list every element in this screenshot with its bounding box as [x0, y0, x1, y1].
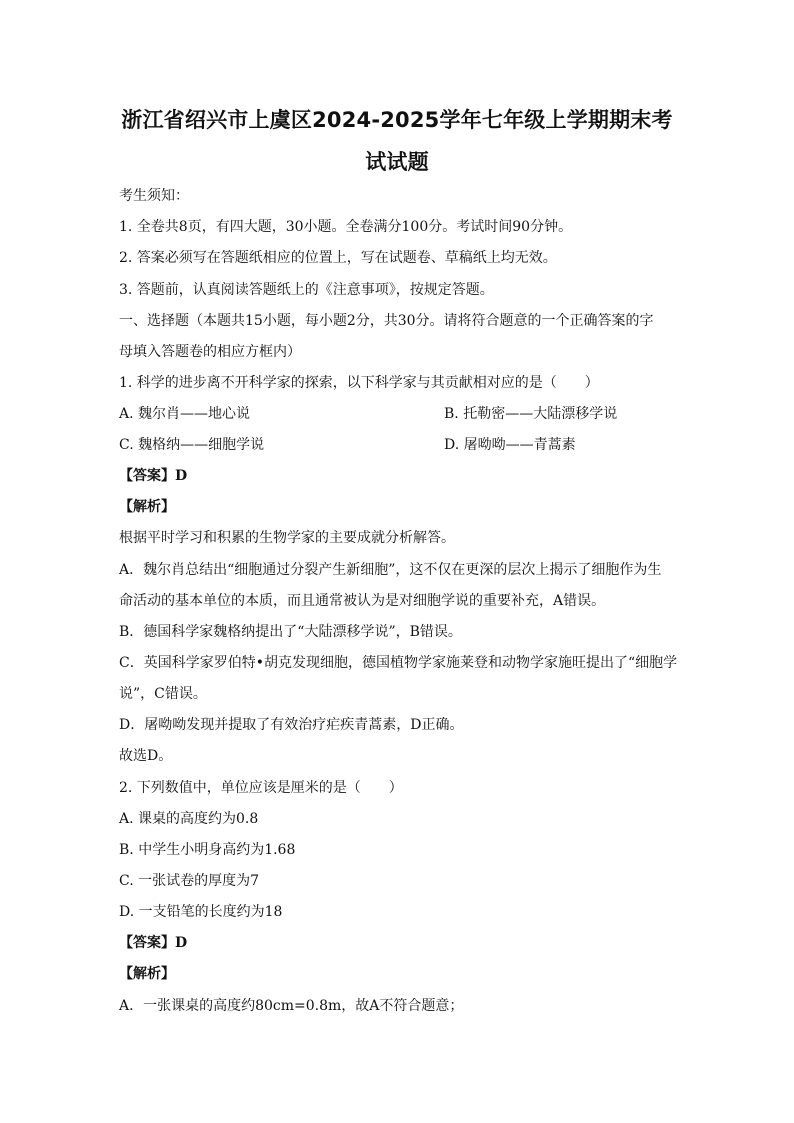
notice-item-3: 3. 答题前，认真阅读答题纸上的《注意事项》，按规定答题。	[119, 282, 494, 298]
q1-analysis-line-5: C．英国科学家罗伯特•胡克发现细胞，德国植物学家施莱登和动物学家施旺提出了“细胞学	[119, 655, 678, 671]
exam-title-line-1: 浙江省绍兴市上虞区2024-2025学年七年级上学期期末考	[121, 108, 673, 132]
q1-analysis-line-8: 故选D。	[119, 748, 173, 764]
notice-item-1: 1. 全卷共8页，有四大题，30小题。全卷满分100分。考试时间90分钟。	[119, 219, 573, 235]
q2-option-a: A. 课桌的高度约为0.8	[119, 811, 259, 827]
q1-analysis-line-2: A．魏尔肖总结出“细胞通过分裂产生新细胞”，这不仅在更深的层次上揭示了细胞作为生	[119, 562, 662, 578]
notice-item-2: 2. 答案必须写在答题纸相应的位置上，写在试题卷、草稿纸上均无效。	[119, 250, 557, 266]
exam-title-line-2: 试试题	[365, 150, 429, 174]
q1-option-c: C. 魏格纳——细胞学说	[119, 437, 265, 453]
q1-analysis-line-4: B．德国科学家魏格纳提出了“大陆漂移学说”，B错误。	[119, 624, 462, 640]
q1-option-b: B. 托勒密——大陆漂移学说	[444, 406, 618, 422]
q2-stem: 2. 下列数值中，单位应该是厘米的是（ ）	[119, 780, 403, 796]
q1-analysis-line-6: 说”，C错误。	[119, 686, 207, 702]
q1-option-d: D. 屠呦呦——青蒿素	[444, 437, 576, 453]
q2-option-d: D. 一支铅笔的长度约为18	[119, 904, 283, 920]
q2-option-c: C. 一张试卷的厚度为7	[119, 873, 260, 889]
q1-analysis-line-1: 根据平时学习和积累的生物学家的主要成就分析解答。	[119, 530, 455, 546]
notice-heading: 考生须知：	[119, 188, 189, 204]
section-intro-line-1: 一、选择题（本题共15小题，每小题2分，共30分。请将符合题意的一个正确答案的字	[119, 313, 654, 329]
q2-analysis-label: 【解析】	[119, 966, 175, 982]
q1-analysis-line-7: D．屠呦呦发现并提取了有效治疗疟疾青蒿素，D正确。	[119, 717, 464, 733]
q1-option-a: A. 魏尔肖——地心说	[119, 406, 251, 422]
q1-stem: 1. 科学的进步离不开科学家的探索，以下科学家与其贡献相对应的是（ ）	[119, 375, 599, 391]
q1-analysis-label: 【解析】	[119, 499, 175, 515]
q2-option-b: B. 中学生小明身高约为1.68	[119, 842, 296, 858]
q1-answer: 【答案】D	[119, 468, 188, 484]
q2-analysis-line-1: A．一张课桌的高度约80cm=0.8m，故A不符合题意；	[119, 998, 464, 1014]
q2-answer: 【答案】D	[119, 935, 188, 951]
q1-analysis-line-3: 命活动的基本单位的本质，而且通常被认为是对细胞学说的重要补充，A错误。	[119, 593, 606, 609]
section-intro-line-2: 母填入答题卷的相应方框内）	[119, 344, 301, 360]
